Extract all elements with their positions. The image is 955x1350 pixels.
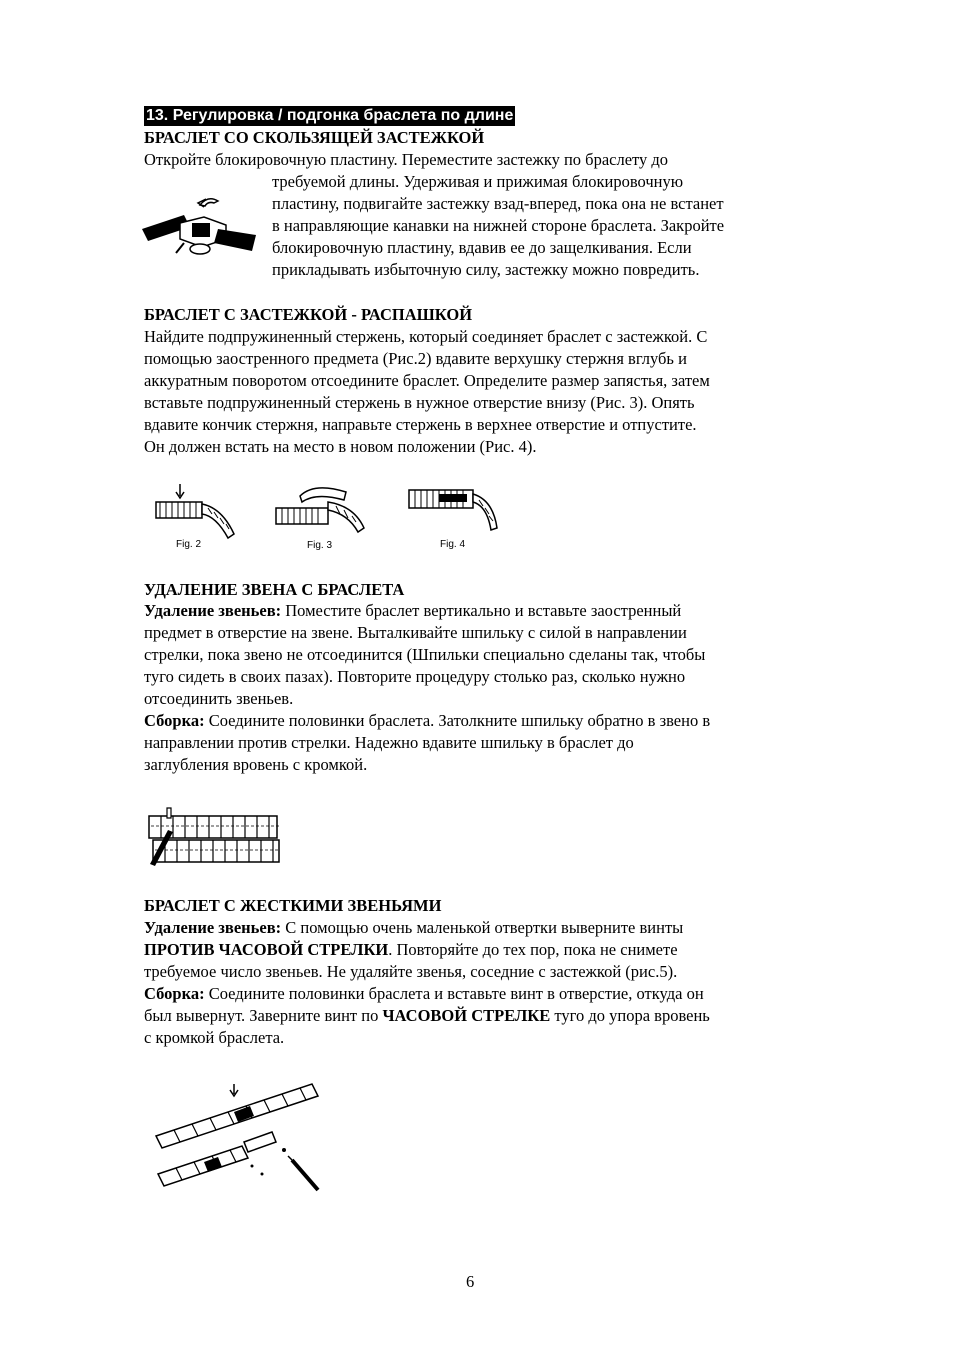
- link-removal-line: туго сидеть в своих пазах). Повторите процедуру столько раз, сколько нужно: [144, 667, 686, 686]
- assembly-label: Сборка:: [144, 711, 205, 730]
- rigid-assembly-line: Сборка: Соедините половинки браслета и вставьте винт в отверстие, откуда он: [144, 984, 704, 1003]
- fig-3-illustration: [272, 482, 372, 542]
- slide-clasp-line: требуемой длины. Удерживая и прижимая блокировочную: [272, 172, 684, 191]
- fold-clasp-line: аккуратным поворотом отсоедините браслет. Определите размер запястья, затем: [144, 371, 710, 390]
- rigid-assembly-line: был вывернут. Заверните винт по ЧАСОВОЙ СТРЕЛКЕ туго до упора вровень: [144, 1006, 710, 1025]
- fold-clasp-line: вставьте подпружиненный стержень в нужное отверстие внизу (Рис. 3). Опять: [144, 393, 695, 412]
- fold-clasp-line: помощью заостренного предмета (Рис.2) вдавите верхушку стержня вглубь и: [144, 349, 687, 368]
- slide-clasp-heading: БРАСЛЕТ СО СКОЛЬЗЯЩЕЙ ЗАСТЕЖКОЙ: [144, 128, 485, 147]
- slide-clasp-line: прикладывать избыточную силу, застежку можно повредить.: [272, 260, 700, 279]
- slide-clasp-illustration: [140, 193, 260, 273]
- link-removal-line: предмет в отверстие на звене. Выталкивайте шпильку с силой в направлении: [144, 623, 687, 642]
- link-assembly-line: заглубления вровень с кромкой.: [144, 755, 368, 774]
- rigid-links-heading: БРАСЛЕТ С ЖЕСТКИМИ ЗВЕНЬЯМИ: [144, 896, 442, 915]
- link-removal-heading: УДАЛЕНИЕ ЗВЕНА С БРАСЛЕТА: [144, 580, 405, 599]
- fold-clasp-heading: БРАСЛЕТ С ЗАСТЕЖКОЙ - РАСПАШКОЙ: [144, 305, 473, 324]
- slide-clasp-line: в направляющие канавки на нижней стороне браслета. Закройте: [272, 216, 725, 235]
- fig-4-illustration: [405, 482, 500, 537]
- fig-3-caption: Fig. 3: [307, 540, 333, 551]
- fold-clasp-line: Найдите подпружиненный стержень, который соединяет браслет с застежкой. С: [144, 327, 708, 346]
- assembly-label: Сборка:: [144, 984, 205, 1003]
- rigid-assembly-line: с кромкой браслета.: [144, 1028, 285, 1047]
- rigid-removal-line: Удаление звеньев: С помощью очень маленькой отвертки выверните винты: [144, 918, 684, 937]
- rigid-removal-line: требуемое число звеньев. Не удаляйте звенья, соседние с застежкой (рис.5).: [144, 962, 678, 981]
- fig-4-caption: Fig. 4: [440, 539, 466, 550]
- link-assembly-line: Сборка: Соедините половинки браслета. Затолкните шпильку обратно в звено в: [144, 711, 711, 730]
- rigid-removal-line: ПРОТИВ ЧАСОВОЙ СТРЕЛКИ. Повторяйте до тех пор, пока не снимете: [144, 940, 678, 959]
- link-assembly-line: направлении против стрелки. Надежно вдавите шпильку в браслет до: [144, 733, 634, 752]
- slide-clasp-line: Откройте блокировочную пластину. Переместите застежку по браслету до: [144, 150, 669, 169]
- clockwise-emphasis: ЧАСОВОЙ СТРЕЛКЕ: [382, 1006, 551, 1025]
- section-title: 13. Регулировка / подгонка браслета по длине: [146, 107, 514, 124]
- slide-clasp-line: пластину, подвигайте застежку взад-вперед, пока она не встанет: [272, 194, 724, 213]
- fold-clasp-line: Он должен встать на место в новом положении (Рис. 4).: [144, 437, 537, 456]
- removal-label: Удаление звеньев:: [144, 918, 282, 937]
- removal-label: Удаление звеньев:: [144, 601, 282, 620]
- link-removal-line: отсоединить звеньев.: [144, 689, 294, 708]
- page-number: 6: [466, 1272, 475, 1291]
- rigid-links-illustration: [152, 1076, 322, 1198]
- link-removal-line: Удаление звеньев: Поместите браслет вертикально и вставьте заостренный: [144, 601, 682, 620]
- counter-clockwise-emphasis: ПРОТИВ ЧАСОВОЙ СТРЕЛКИ: [144, 940, 389, 959]
- fig-2-illustration: [150, 482, 240, 542]
- fold-clasp-line: вдавите кончик стержня, направьте стержень в верхнее отверстие и отпустите.: [144, 415, 697, 434]
- link-removal-line: стрелки, пока звено не отсоединится (Шпильки специально сделаны так, чтобы: [144, 645, 706, 664]
- fig-2-caption: Fig. 2: [176, 539, 202, 550]
- link-removal-illustration: [147, 804, 282, 870]
- slide-clasp-line: блокировочную пластину, вдавив ее до защелкивания. Если: [272, 238, 692, 257]
